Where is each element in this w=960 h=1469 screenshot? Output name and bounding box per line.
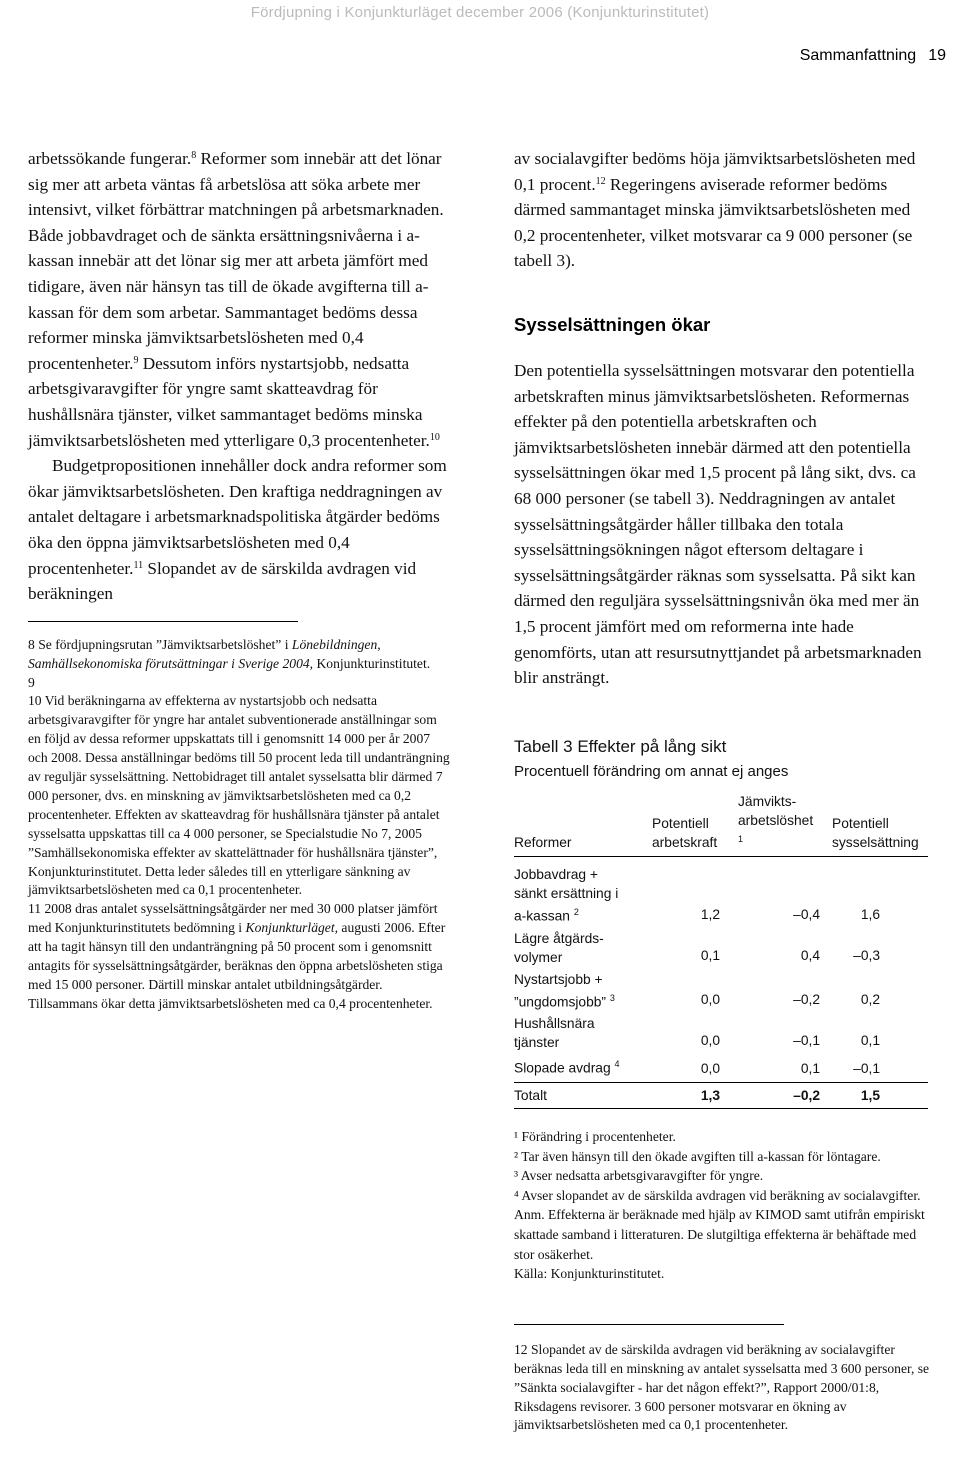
header-reform: Reformer bbox=[514, 835, 572, 851]
footnote-ref: 10 bbox=[429, 431, 440, 443]
header-potential-labour: Potentiell arbetskraft bbox=[652, 816, 718, 851]
table-source: Källa: Konjunkturinstitutet. bbox=[514, 1266, 665, 1282]
table-subtitle: Procentuell förändring om annat ej anges bbox=[514, 762, 789, 780]
footnote-8: 8 Se fördjupningsrutan ”Jämviktsarbetslöshet” i Lönebildningen, Samhällsekonomiska förutsättningar i Sverige 2004, Konjunkturinstitutet. bbox=[28, 636, 431, 671]
footnote-ref: 12 bbox=[595, 175, 606, 187]
body-paragraph: av socialavgifter bedöms höja jämviktsarbetslösheten med 0,1 procent.$^{12}$ Regeringens aviserade reformer bedöms därmed sammantaget minska jämviktsarbetslösheten med 0,2 procentenheter, vilket motsvarar ca 9 000 personer (se tabell 3). bbox=[514, 149, 916, 271]
table-title: Tabell 3 Effekter på lång sikt bbox=[514, 736, 727, 756]
running-head bbox=[788, 47, 946, 65]
table-header-row bbox=[514, 790, 928, 857]
left-column bbox=[28, 146, 453, 1014]
footnote-ref: 11 bbox=[133, 559, 144, 571]
table-note: ² Tar även hänsyn till den ökade avgiften till a-kassan för löntagare. bbox=[514, 1148, 881, 1164]
table-note: ³ Avser nedsatta arbetsgivaravgifter för yngre. bbox=[514, 1168, 764, 1184]
page-number: 19 bbox=[928, 47, 946, 64]
section-heading: Sysselsättningen ökar bbox=[514, 313, 711, 335]
body-paragraph: Den potentiella sysselsättningen motsvarar den potentiella arbetskraften minus jämviktsarbetslösheten. Reformernas effekter på den potentiella arbetskraften och jämviktsarbetslösheten innebär därmed att den potentiella sysselsättningen ökar med 1,5 procent på lång sikt, dvs. ca 68 000 personer (se tabell 3). Neddragningen av antalet sysselsättningsåtgärder håller tillbaka den totala sysselsättningsökningen något eftersom deltagare i sysselsättningsåtgärder räknas som sysselsatta. På sikt kan därmed den reguljära sysselsättningsnivån öka med mer än 1,5 procent jämfört med om reformerna inte hade genomförts, utan att resursutnyttjandet på arbetsmarknaden blir ansträngt. bbox=[514, 360, 922, 688]
table-row: Hushållsnära tjänster 0,0 –0,1 0,1 bbox=[514, 1016, 880, 1051]
footnote-divider bbox=[514, 1324, 784, 1325]
table-row: Nystartsjobb + ”ungdomsjobb” $^3$ 0,0 –0,2 0,2 bbox=[514, 971, 880, 1010]
header-equilibrium-unemployment: Jämvikts- arbetslöshet $^1$ bbox=[738, 793, 814, 844]
body-paragraph: Budgetpropositionen innehåller dock andra reformer som ökar jämviktsarbetslösheten. Den kraftiga neddragningen av antalet deltagare i arbetsmarknadspolitiska åtgärder bedöms öka den öppna jämviktsarbetslösheten med 0,4 procentenheter.$^{11}$ Slopandet av de särskilda avdragen vid beräkningen bbox=[28, 456, 447, 604]
footnote-9: 9 bbox=[28, 674, 35, 690]
section-name: Sammanfattning bbox=[799, 47, 917, 64]
footnote-ref: 9 bbox=[133, 354, 139, 366]
table-note: ⁴ Avser slopandet av de särskilda avdragen vid beräkning av socialavgifter. bbox=[514, 1187, 921, 1203]
table-notes bbox=[514, 1127, 934, 1284]
table-note: ¹ Förändring i procentenheter. bbox=[514, 1129, 676, 1145]
footnotes bbox=[514, 1341, 934, 1436]
table-row: Lägre åtgärds- volymer 0,1 0,4 –0,3 bbox=[514, 930, 880, 965]
footnotes bbox=[28, 636, 453, 1014]
effects-table bbox=[514, 790, 928, 1109]
footnote-11: 11 2008 dras antalet sysselsättningsåtgärder ner med 30 000 platser jämfört med Konjunkturinstitutets bedömning i Konjunkturläget, augusti 2006. Efter att ha tagit hänsyn till den undanträngning på 50 procent som i genomsnitt antagits för sysselsättningsåtgärder, beräknas den öppna arbetslösheten stiga med 15 000 personer. Därtill minskar antalet utbildningsåtgärder. Tillsammans ökar detta jämviktsarbetslösheten med ca 0,4 procentenheter. bbox=[28, 901, 446, 1011]
footnote-divider bbox=[28, 621, 298, 622]
body-paragraph: arbetssökande fungerar.$^8$ Reformer som innebär att det lönar sig mer att arbeta väntas få arbetslösa att söka arbete mer intensivt, vilket förbättrar matchningen på arbetsmarknaden. Både jobbavdraget och de sänkta ersättningsnivåerna i a-kassan innebär att det lönar sig mer att arbeta jämfört med tidigare, även när hänsyn tas till de ökade avgifterna till a-kassan för dem som arbetar. Sammantaget bedöms dessa reformer minska jämviktsarbetslösheten med 0,4 procentenheter.$^9$ Dessutom införs nystartsjobb, nedsatta arbetsgivaravgifter för yngre samt skatteavdrag för hushållsnära tjänster, vilket sammantaget bedöms minska jämviktsarbetslösheten med ytterligare 0,3 procentenheter.$^{10}$ bbox=[28, 149, 444, 450]
footnote-ref: 8 bbox=[191, 150, 197, 161]
footnote-10: 10 Vid beräkningarna av effekterna av nystartsjobb och nedsatta arbetsgivaravgifter för yngre har antalet subventionerade anställningar som en följd av dessa reformer uppskattats till i genomsnitt 14 000 per år 2007 och 2008. Dessa anställningar bedöms till 50 procent leda till undanträngning av reguljär sysselsättning. Nettobidraget till antalet sysselsatta blir därmed 7 000 personer, dvs. en minskning av jämviktsarbetslösheten med ca 0,2 procentenheter. Effekten av skatteavdrag för hushållsnära tjänster på antalet sysselsatta uppskattas till ca 4 000 personer, se Specialstudie No 7, 2005 ”Samhällsekonomiska effekter av skattelättnader för hushållsnära tjänster”, Konjunkturinstitutet. Detta leder således till en ytterligare sänkning av jämviktsarbetslösheten med ca 0,1 procentenheter. bbox=[28, 693, 450, 898]
footnote-12: 12 Slopandet av de särskilda avdragen vid beräkning av socialavgifter beräknas leda till en minskning av antalet sysselsatta med 3 600 personer, se ”Sänkta socialavgifter - har det någon effekt?”, Rapport 2000/01:8, Riksdagens revisorer. 3 600 personer motsvarar en ökning av jämviktsarbetslösheten med ca 0,1 procentenheter. bbox=[514, 1341, 930, 1433]
table-row: Slopade avdrag $^4$ 0,0 0,1 –0,1 bbox=[514, 1059, 880, 1077]
document-window-title: Fördjupning i Konjunkturläget december 2006 (Konjunkturinstitutet) bbox=[250, 4, 710, 21]
table-row: Jobbavdrag + sänkt ersättning i a-kassan $^2$ 1,2 –0,4 1,6 bbox=[514, 867, 880, 924]
right-column bbox=[514, 146, 934, 1435]
table-note: Anm. Effekterna är beräknade med hjälp av KIMOD samt utifrån empiriskt skattade samband i litteraturen. De slutgiltiga effekterna är behäftade med stor osäkerhet. bbox=[514, 1207, 925, 1262]
table-total-row: Totalt 1,3 –0,2 1,5 bbox=[514, 1083, 928, 1109]
header-potential-employment: Potentiell sysselsättning bbox=[832, 816, 919, 851]
